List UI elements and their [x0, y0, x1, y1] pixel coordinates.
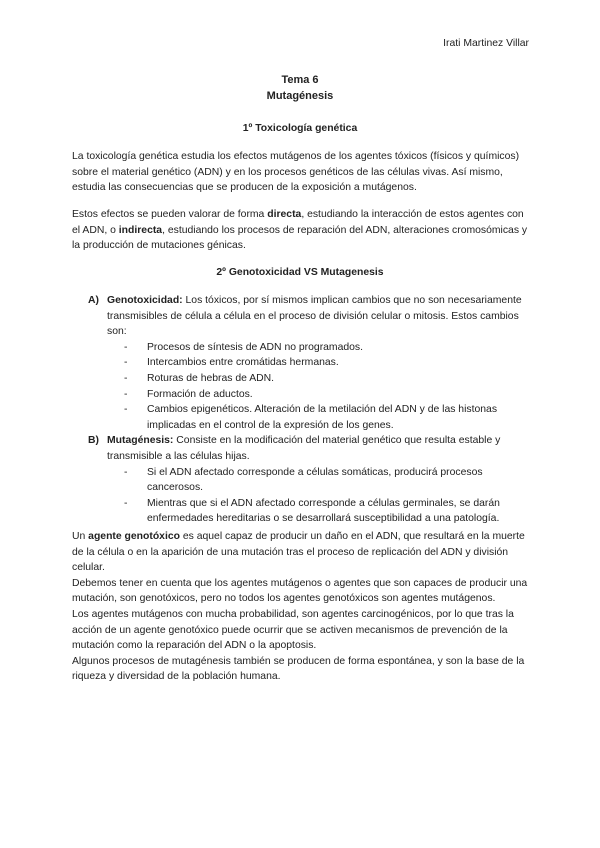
closing-text-a: Un — [72, 531, 89, 542]
section1-paragraph-1: La toxicología genética estudia los efectos mutágenos de los agentes tóxicos (físicos y químicos) sobre el material genético (ADN) y en los procesos genéticos de las células vivas. Así mismo, estudia las consecuencias que se producen de la exposición a mutágenos. — [72, 151, 520, 194]
p2-text-a: Estos efectos se pueden valorar de forma — [72, 209, 268, 220]
section2-list — [88, 293, 534, 527]
sublist-a-text: Roturas de hebras de ADN. — [147, 372, 275, 384]
sublist-a — [107, 340, 534, 434]
list-item: - Cambios epigenéticos. Alteración de la metilación del ADN y de las histonas implicadas en el control de la expresión de los genes. — [124, 404, 498, 431]
term-agente-genotoxico: agente genotóxico — [88, 531, 180, 542]
list-item: - Formación de aductos. — [124, 388, 253, 400]
item-b-text: Consiste en la modificación del material genético que resulta estable y transmisible a las células hijas. — [107, 435, 501, 462]
list-item-a — [88, 293, 534, 433]
sublist-a-text: Formación de aductos. — [147, 388, 253, 400]
sublist-a-text: Intercambios entre cromátidas hermanas. — [147, 357, 339, 369]
sublist-b — [107, 465, 534, 527]
list-item: - Mientras que si el ADN afectado corresponde a células germinales, se darán enfermedades hereditarias o se desarrollará susceptibilidad a una patología. — [124, 497, 500, 525]
list-item: - Intercambios entre cromátidas hermanas. — [124, 357, 339, 369]
p2-term-indirecta: indirecta — [118, 224, 163, 236]
list-item: - Roturas de hebras de ADN. — [124, 372, 275, 384]
list-item: - Procesos de síntesis de ADN no programados. — [124, 341, 364, 353]
closing-paragraph-1 — [72, 529, 532, 576]
sublist-a-text: Procesos de síntesis de ADN no programados. — [147, 341, 364, 353]
p2-text-c: , estudiando la interacción de estos agentes con el ADN, o — [72, 209, 524, 236]
sublist-b-text: Si el ADN afectado corresponde a células somáticas, producirá procesos cancerosos. — [147, 466, 483, 494]
list-marker-a: A) — [88, 295, 99, 306]
closing-text-c: es aquel capaz de producir un daño en el ADN, que resultará en la muerte de la célula o en la aparición de una mutación tras el proceso de replicación del ADN y división celular. — [72, 531, 525, 574]
page-title: Mutagénesis — [266, 89, 334, 102]
topic-number: Tema 6 — [281, 74, 319, 86]
closing-section — [72, 529, 532, 685]
p2-text-e: , estudiando los procesos de reparación del ADN, alteraciones cromosómicas y la producción de mutaciones génicas. — [72, 224, 528, 252]
author-name: Irati Martinez Villar — [443, 38, 529, 49]
sublist-b-text: Mientras que si el ADN afectado corresponde a células germinales, se darán enfermedades hereditarias o se desarrollará susceptibilidad a una patología. — [147, 497, 500, 525]
sublist-a-text: Cambios epigenéticos. Alteración de la metilación del ADN y de las histonas implicadas en el control de la expresión de los genes. — [147, 404, 498, 431]
item-a-text: Los tóxicos, por sí mismos implican cambios que no son necesariamente transmisibles de célula a célula en el proceso de división celular o mitosis. Estos cambios son: — [107, 295, 522, 338]
title-block — [0, 73, 600, 104]
closing-paragraph-3: Los agentes mutágenos con mucha probabilidad, son agentes carcinogénicos, por lo que tras la acción de un agente genotóxico puede ocurrir que se activen mecanismos de prevención de la mutación como la reparación del ADN o la apoptosis. — [72, 608, 514, 652]
section1-heading: 1º Toxicología genética — [242, 123, 358, 134]
list-marker-b: B) — [88, 435, 99, 447]
term-genotoxicidad: Genotoxicidad: — [107, 295, 183, 306]
list-item-b — [88, 433, 534, 527]
list-item: - Si el ADN afectado corresponde a células somáticas, producirá procesos cancerosos. — [124, 466, 483, 494]
p2-term-directa: directa — [267, 209, 302, 220]
closing-paragraph-4: Algunos procesos de mutagénesis también se producen de forma espontánea, y son la base de la riqueza y diversidad de la población humana. — [72, 655, 525, 683]
section2-heading: 2º Genotoxicidad VS Mutagenesis — [216, 267, 384, 278]
term-mutagenesis: Mutagénesis: — [107, 435, 174, 447]
closing-paragraph-2: Debemos tener en cuenta que los agentes mutágenos o agentes que son capaces de producir una mutación, son genotóxicos, pero no todos los agentes genotóxicos son agentes mutágenos. — [72, 577, 528, 605]
section1-paragraph-2 — [72, 207, 532, 254]
